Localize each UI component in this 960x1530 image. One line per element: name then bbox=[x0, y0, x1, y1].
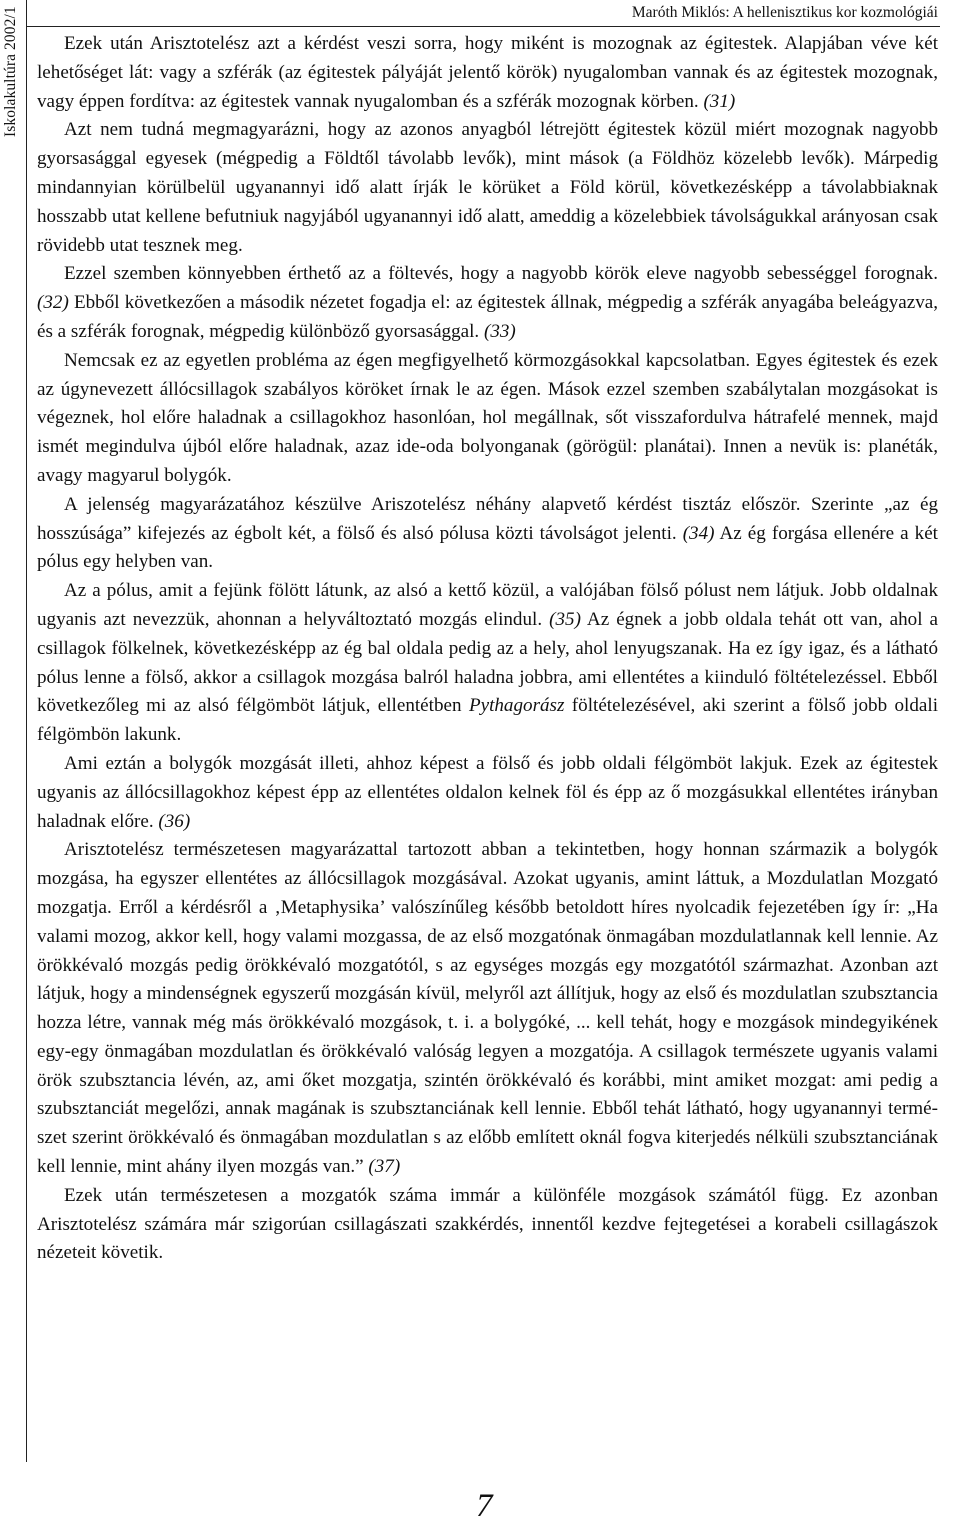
paragraph-text: Azt nem tudná megmagyarázni, hogy az azonos anyagból létrejött égitestek közül miért mozognak nagyobb gyorsasággal egyesek (mégpedig a Földtől távolabb levők), mint mások (a Földhöz közelebb levők). Márpedig mindannyian körülbelül ugyanannyi idő alatt írják le körüket a Föld körül, következésképp a távolabbiaknak hosszabb utat kellene befutniuk nagyjából ugyanannyi idő alatt, ameddig a közelebbiek távolságukkal arányosan csak rövidebb utat tesznek meg. bbox=[37, 119, 938, 256]
emphasis-text: Pythagorász bbox=[468, 695, 565, 717]
paragraph bbox=[37, 30, 938, 116]
paragraph-text: Nemcsak ez az egyetlen probléma az égen megfigyelhető körmozgásokkal kapcsolatban. Egyes égitestek és ezek az úgynevezett állócsillagok szabályos köröket írnak le az égen. Mások ezzel szemben szabálytalan mozgásokat is végeznek, hol előre haladnak a csillagokhoz hasonlóan, hol megállnak, sőt visszafordulva hátrafelé mennek, majd ismét megindulva újból előre haladnak, azaz ide-oda bolyonganak (görögül: planátai). Innen a nevük is: planéták, avagy magyarul bolygók. bbox=[37, 349, 938, 486]
article-body bbox=[37, 30, 938, 1268]
paragraph-text: Arisztotelész természetesen magyarázattal tartozott abban a tekintetben, hogy honnan származik a bolygók mozgása, ha egyszer ellentétes az állócsillagok mozgásával. Azokat ugyanis, amint láttuk, a Mozdulatlan Mozgató mozgatja. Erről a kérdésről a ‚Metaphysika’ valószínűleg később betoldott híres nyolcadik fejezetében így ír: „Ha valami mozog, akkor kell, hogy valami mozgassa, de az első mozgatónak önmagában mozdulatlannak kell lennie. Az örökkévaló mozgás pedig örökkévaló mozgatótól, s az egységes mozgás egy mozgatótól származhat. Azonban azt látjuk, hogy a mindenségnek egyszerű mozgásán kívül, melyről azt állítjuk, hogy az első és mozdulatlan szubsztancia hozza létre, vannak még más örökkévaló mozgások, t. i. a bolygóké, ... kell tehát, hogy e mozgások mindegyikének egy-egy önmagában mozdulatlan és örökkévaló valóság legyen a mozgatója. A csillagok természete ugyanis valami örök szubsztancia lévén, az, ami őket mozgatja, szintén örökkévaló és korábbi, mint amiket mozgat: ami pedig a szubsztanciát megelőzi, annak magának is szubsztanciának kell lennie. Ebből tehát látható, hogy ugyanannyi természet szerint örökkévaló és önmagában mozdulatlan s az előbb említett oknál fogva kiterjedés nélküli szubsztanciának kell lennie, mint ahány ilyen mozgás van.” bbox=[37, 839, 938, 1178]
running-header: Maróth Miklós: A hellenisztikus kor kozmológiái bbox=[631, 4, 938, 21]
journal-side-margin bbox=[0, 0, 27, 1462]
paragraph bbox=[37, 116, 938, 260]
footnote-ref: (37) bbox=[368, 1156, 401, 1178]
paragraph-text: Ebből következően a második nézetet fogadja el: az égitestek állnak, mégpedig a szférák anyagába beleágyazva, és a szférák forognak, mégpedig különböző gyorsasággal. bbox=[37, 292, 938, 342]
paragraph-text: Ami eztán a bolygók mozgását illeti, ahhoz képest a fölső és jobb oldali félgömböt lakjuk. Ezek az égitestek ugyanis az állócsillagokhoz képest épp az ellentétes oldalon kelnek föl és épp az ő mozgásukkal ellentétes irányban haladnak előre. bbox=[37, 752, 938, 832]
footnote-ref: (35) bbox=[549, 608, 581, 630]
paragraph-text: föltételezésével, aki szerint a fölső jobb oldali félgömbön lakunk. bbox=[37, 695, 938, 746]
footnote-ref: (31) bbox=[703, 90, 736, 112]
paragraph-text: Az égnek a jobb oldala tehát ott van, ahol a csillagok fölkelnek, következésképp az ég bal oldala pedig az a hely, ahol lenyugszanak. Ha ez így igaz, és a látható pólus lenne a fölső, akkor a csillagok mozgása balról haladna jobbra, ami ellentétes a kiinduló föltételezéssel. Ebből következőleg mi az alsó félgömböt látjuk, ellentétben bbox=[37, 608, 938, 717]
footnote-ref: (32) bbox=[37, 292, 69, 314]
paragraph-text: Az ég forgása ellenére a két pólus egy helyben van. bbox=[37, 522, 938, 573]
paragraph bbox=[37, 1182, 938, 1268]
paragraph-text: Az a pólus, amit a fejünk fölött látunk, az alsó a kettő közül, a valójában fölső pólust nem látjuk. Jobb oldalnak ugyanis azt nevezzük, ahonnan a helyváltoztató mozgás elindul. bbox=[37, 580, 938, 630]
paragraph bbox=[37, 491, 938, 577]
paragraph bbox=[37, 577, 938, 750]
paragraph bbox=[37, 347, 938, 491]
paragraph-text: Ezek után természetesen a mozgatók száma immár a különféle mozgások számától függ. Ez azonban Arisztotelész számára már szigorúan csillagászati szakkérdés, innentől kezdve fejtegetései a korabeli csillagászok nézeteit követik. bbox=[37, 1184, 938, 1264]
header-rule bbox=[26, 26, 940, 27]
page-number: 7 bbox=[476, 1488, 493, 1524]
footnote-ref: (36) bbox=[158, 810, 191, 832]
footnote-ref: (33) bbox=[483, 320, 516, 342]
paragraph bbox=[37, 260, 938, 346]
paragraph bbox=[37, 836, 938, 1182]
paragraph-text: Ezek után Arisztotelész azt a kérdést veszi sorra, hogy miként is mozognak az égitestek. Alapjában véve két lehetőséget lát: vagy a szférák (az égitestek pályáját jelentő körök) nyugalomban vannak és az égitestek mozognak, vagy éppen fordítva: az égitestek vannak nyugalomban és a szférák mozognak körben. bbox=[37, 33, 938, 112]
paragraph-text: A jelenség magyarázatához készülve Ariszotelész néhány alapvető kérdést tisztáz először. Szerinte „az ég hosszúsága” kifejezés az égbolt két, a fölső és alsó pólusa közti távolságot jelenti. bbox=[37, 493, 938, 544]
journal-side-label: Iskolakultúra 2002/1 bbox=[2, 6, 19, 137]
paragraph-text: Ezzel szemben könnyebben érthető az a föltevés, hogy a nagyobb körök eleve nagyobb sebességgel forognak. bbox=[64, 263, 938, 285]
footnote-ref: (34) bbox=[682, 522, 715, 544]
paragraph bbox=[37, 750, 938, 836]
